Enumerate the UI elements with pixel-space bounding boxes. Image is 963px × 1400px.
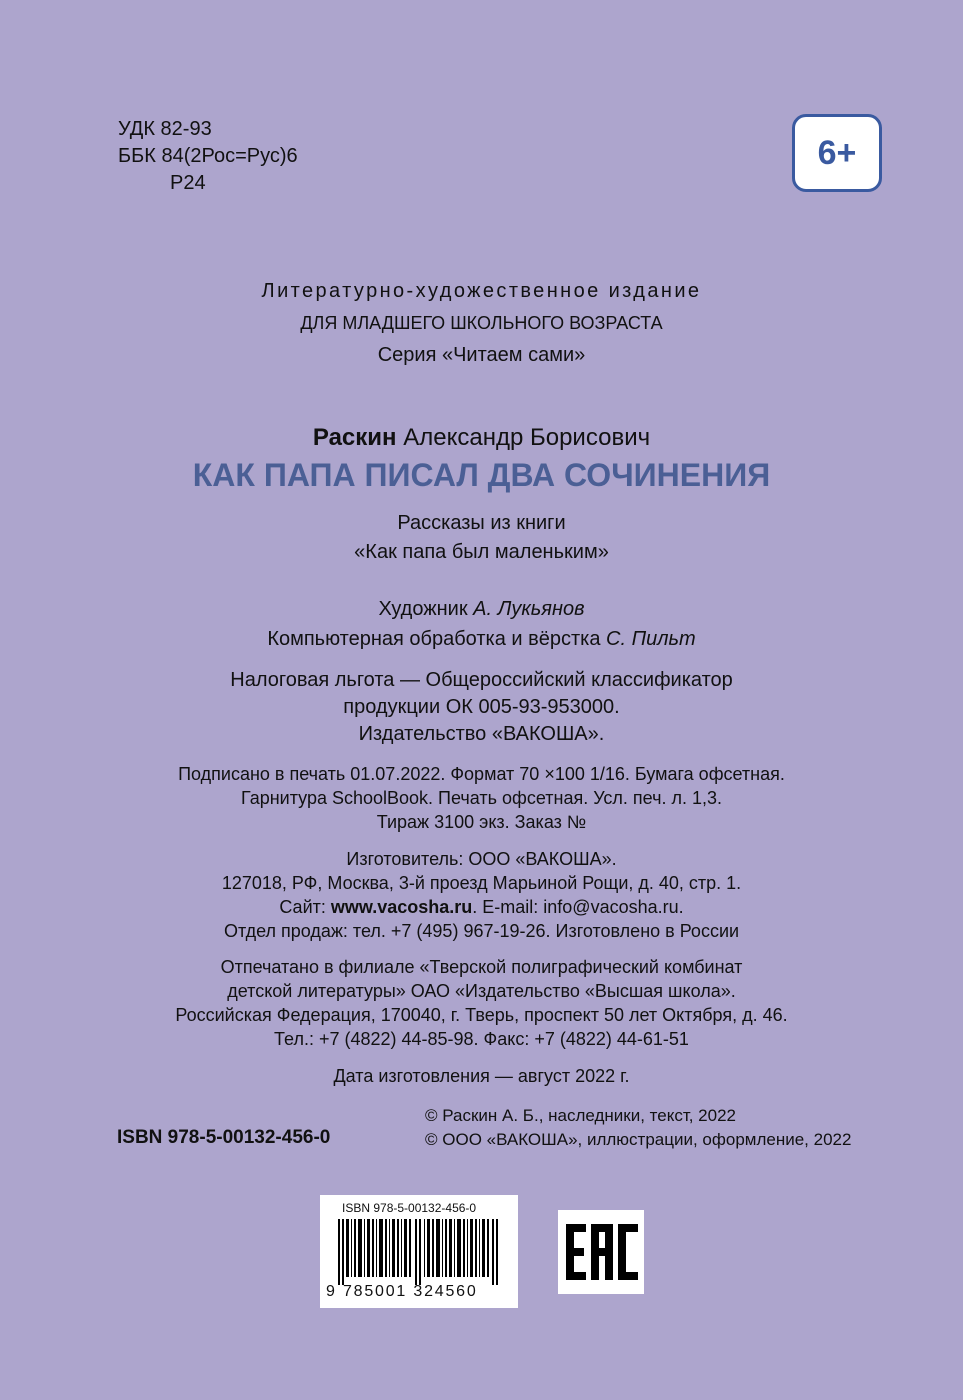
author-name (0, 424, 963, 452)
site-label: Сайт: (279, 897, 326, 917)
credits (0, 594, 963, 654)
copyright-line: © Раскин А. Б., наследники, текст, 2022 (425, 1106, 737, 1125)
illustrator-role: Художник (378, 598, 468, 620)
layout-credit (0, 624, 963, 654)
eac-mark-icon (558, 1210, 644, 1294)
isbn-barcode (320, 1195, 518, 1308)
print-info (0, 762, 963, 834)
subtitle (0, 509, 963, 567)
printer-line: Российская Федерация, 170040, г. Тверь, проспект 50 лет Октября, д. 46. (175, 1005, 788, 1025)
subtitle-line: «Как папа был маленьким» (354, 541, 609, 563)
production-date: Дата изготовления — август 2022 г. (333, 1066, 630, 1086)
print-line: Подписано в печать 01.07.2022. Формат 70 ×100 1/16. Бумага офсетная. (178, 764, 785, 784)
tax-line: продукции ОК 005-93-953000. (343, 696, 620, 718)
manufacturer-info (0, 847, 963, 943)
eac-logo-icon (558, 1210, 644, 1294)
manufacturer-name: Изготовитель: ООО «ВАКОША». (346, 849, 617, 869)
printer-info (0, 955, 963, 1051)
layout-name: С. Пильт (606, 628, 696, 650)
bbk-code: ББК 84(2Рос=Рус)6 (118, 145, 298, 167)
tax-line: Налоговая льгота — Общероссийский классификатор (230, 669, 733, 691)
age-rating-badge: 6+ (792, 114, 882, 192)
classification-codes (118, 116, 298, 197)
printer-line: Тел.: +7 (4822) 44-85-98. Факс: +7 (4822) 44-61-51 (274, 1029, 689, 1049)
isbn-number: ISBN 978-5-00132-456-0 (117, 1127, 331, 1148)
tax-line: Издательство «ВАКОША». (358, 723, 605, 745)
udk-code: УДК 82-93 (118, 118, 212, 140)
layout-role: Компьютерная обработка и вёрстка (267, 628, 601, 650)
illustrator-credit (0, 594, 963, 624)
print-line: Гарнитура SchoolBook. Печать офсетная. Усл. печ. л. 1,3. (240, 788, 723, 808)
barcode-bars (336, 1219, 506, 1285)
tax-info (0, 667, 963, 748)
printer-line: детской литературы» ОАО «Издательство «Высшая школа». (227, 981, 736, 1001)
book-title: КАК ПАПА ПИСАЛ ДВА СОЧИНЕНИЯ (192, 457, 771, 493)
edition-genre: Литературно-художественное издание (261, 280, 702, 302)
print-line: Тираж 3100 экз. Заказ № (376, 812, 587, 832)
author-mark-code: Р24 (170, 172, 206, 194)
author-surname: Раскин (312, 424, 397, 451)
author-given-names: Александр Борисович (403, 424, 651, 451)
manufacturer-address: 127018, РФ, Москва, 3-й проезд Марьиной Рощи, д. 40, стр. 1. (221, 873, 742, 893)
barcode-digits: 9 785001 324560 (326, 1283, 478, 1300)
barcode-isbn-text: ISBN 978-5-00132-456-0 (342, 1201, 477, 1215)
manufacturer-contacts (0, 895, 963, 919)
edition-audience: ДЛЯ МЛАДШЕГО ШКОЛЬНОГО ВОЗРАСТА (300, 313, 663, 333)
subtitle-line: Рассказы из книги (397, 512, 566, 534)
edition-series: Серия «Читаем сами» (377, 344, 586, 366)
printer-line: Отпечатано в филиале «Тверской полиграфический комбинат (220, 957, 743, 977)
email-text: . E-mail: info@vacosha.ru. (472, 897, 684, 917)
illustrator-name: А. Лукьянов (473, 598, 585, 620)
site-link[interactable]: www.vacosha.ru (330, 897, 473, 917)
sales-info: Отдел продаж: тел. +7 (495) 967-19-26. Изготовлено в России (223, 921, 740, 941)
copyright (425, 1104, 851, 1152)
copyright-line: © ООО «ВАКОША», иллюстрации, оформление, 2022 (425, 1130, 852, 1149)
